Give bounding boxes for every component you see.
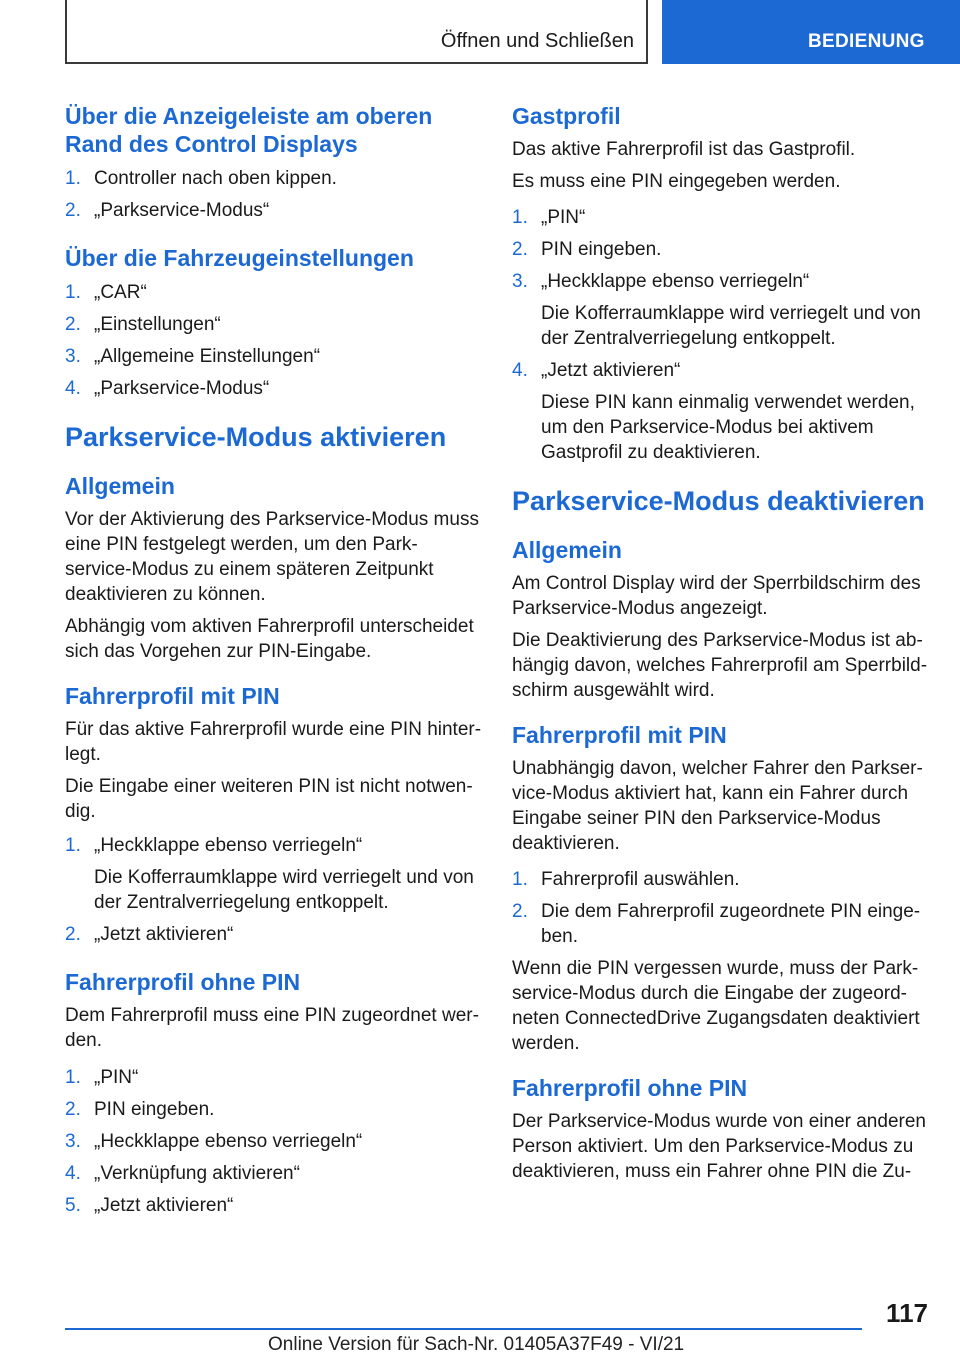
list-item: 2. „Jetzt aktivieren“ xyxy=(65,924,234,945)
heading-general: Allgemein xyxy=(512,537,622,563)
list-item: 3. „Heckklappe ebenso verriegeln“ Die Kofferraumklappe wird verriegelt und von der Zentralverriegelung entkoppelt. xyxy=(512,271,921,349)
paragraph: Das aktive Fahrerprofil ist das Gastprofil. xyxy=(512,139,856,160)
heading-activate: Parkservice-Modus aktivieren xyxy=(65,422,447,452)
with-pin-steps xyxy=(65,833,483,947)
list-item: 4. „Parkservice-Modus“ xyxy=(65,378,270,399)
list-item: 2. PIN eingeben. xyxy=(512,239,662,260)
heading-with-pin: Fahrerprofil mit PIN xyxy=(65,683,280,709)
paragraph: Abhängig vom aktiven Fahrerprofil unterscheidet sich das Vorgehen zur PIN-Eingabe. xyxy=(65,616,474,662)
list-item: 3. „Allgemeine Einstellungen“ xyxy=(65,346,321,367)
page-number: 117 xyxy=(886,1298,928,1328)
section-title: Öffnen und Schließen xyxy=(440,30,634,52)
list-item: 2. Die dem Fahrerprofil zugeordnete PIN einge-ben. xyxy=(512,901,921,947)
list-item: 3. „Heckklappe ebenso verriegeln“ xyxy=(65,1131,363,1152)
list-item: 1. „PIN“ xyxy=(512,207,586,228)
paragraph: Unabhängig davon, welcher Fahrer den Parkser-vice-Modus aktiviert hat, kann ein Fahrer durch Eingabe seiner PIN den Parkservice-Modus deaktivieren. xyxy=(512,758,923,854)
list-item: 4. „Jetzt aktivieren“ Diese PIN kann einmalig verwendet werden, um den Parkservice-Modus bei aktivem Gastprofil zu deaktivieren. xyxy=(512,360,915,463)
heading-with-pin: Fahrerprofil mit PIN xyxy=(512,722,727,748)
with-pin-steps xyxy=(512,867,932,949)
chapter-title: BEDIENUNG xyxy=(808,31,925,52)
chapter-tab xyxy=(662,0,960,64)
heading-without-pin: Fahrerprofil ohne PIN xyxy=(512,1075,748,1101)
heading-guest: Gastprofil xyxy=(512,103,621,129)
paragraph: Es muss eine PIN eingegeben werden. xyxy=(512,171,841,192)
heading-general: Allgemein xyxy=(65,473,175,499)
footer-version: Online Version für Sach-Nr. 01405A37F49 - VI/21 xyxy=(268,1334,685,1355)
list-item: 2. PIN eingeben. xyxy=(65,1099,215,1120)
guest-steps xyxy=(512,205,932,465)
footer-divider xyxy=(65,1328,862,1330)
paragraph: Vor der Aktivierung des Parkservice-Modus muss eine PIN festgelegt werden, um den Park-service-Modus zu einem späteren Zeitpunkt deaktivieren zu können. xyxy=(65,509,479,605)
paragraph: Für das aktive Fahrerprofil wurde eine PIN hinter-legt. xyxy=(65,719,482,765)
paragraph: Die Eingabe einer weiteren PIN ist nicht notwen-dig. xyxy=(65,776,473,822)
list-item: 5. „Jetzt aktivieren“ xyxy=(65,1195,234,1216)
without-pin-steps xyxy=(65,1065,483,1218)
list-item: 2. „Einstellungen“ xyxy=(65,314,221,335)
display-steps xyxy=(65,166,483,223)
heading-without-pin: Fahrerprofil ohne PIN xyxy=(65,969,301,995)
paragraph: Die Deaktivierung des Parkservice-Modus ist ab-hängig davon, welches Fahrerprofil am Sperrbild-schirm ausgewählt wird. xyxy=(512,630,928,701)
paragraph: Der Parkservice-Modus wurde von einer anderen Person aktiviert. Um den Parkservice-Modus zu deaktivieren, muss ein Fahrer ohne PIN die Zu- xyxy=(512,1111,926,1182)
heading-vehicle-settings: Über die Fahrzeugeinstellungen xyxy=(65,245,414,271)
paragraph: Am Control Display wird der Sperrbildschirm des Parkservice-Modus angezeigt. xyxy=(512,573,921,619)
right-column xyxy=(512,100,932,1184)
list-item: 1. „PIN“ xyxy=(65,1067,139,1088)
heading-deactivate: Parkservice-Modus deaktivieren xyxy=(512,486,925,516)
list-item: 1. Fahrerprofil auswählen. xyxy=(512,869,740,890)
list-item: 4. „Verknüpfung aktivieren“ xyxy=(65,1163,300,1184)
list-item: 2. „Parkservice-Modus“ xyxy=(65,200,270,221)
heading-display-bar: Über die Anzeigeleiste am oberen Rand des Control Displays xyxy=(65,103,433,157)
vehicle-steps xyxy=(65,280,483,401)
left-column xyxy=(65,100,483,1218)
paragraph: Dem Fahrerprofil muss eine PIN zugeordnet wer-den. xyxy=(65,1005,479,1051)
list-item: 1. „CAR“ xyxy=(65,282,147,303)
paragraph: Wenn die PIN vergessen wurde, muss der Park-service-Modus durch die Eingabe der zugeord-neten ConnectedDrive Zugangsdaten deaktiviert werden. xyxy=(512,958,920,1054)
header-section-box xyxy=(65,0,648,64)
list-item: 1. „Heckklappe ebenso verriegeln“ Die Kofferraumklappe wird verriegelt und von der Zentralverriegelung entkoppelt. xyxy=(65,835,474,913)
list-item: 1. Controller nach oben kippen. xyxy=(65,168,337,189)
